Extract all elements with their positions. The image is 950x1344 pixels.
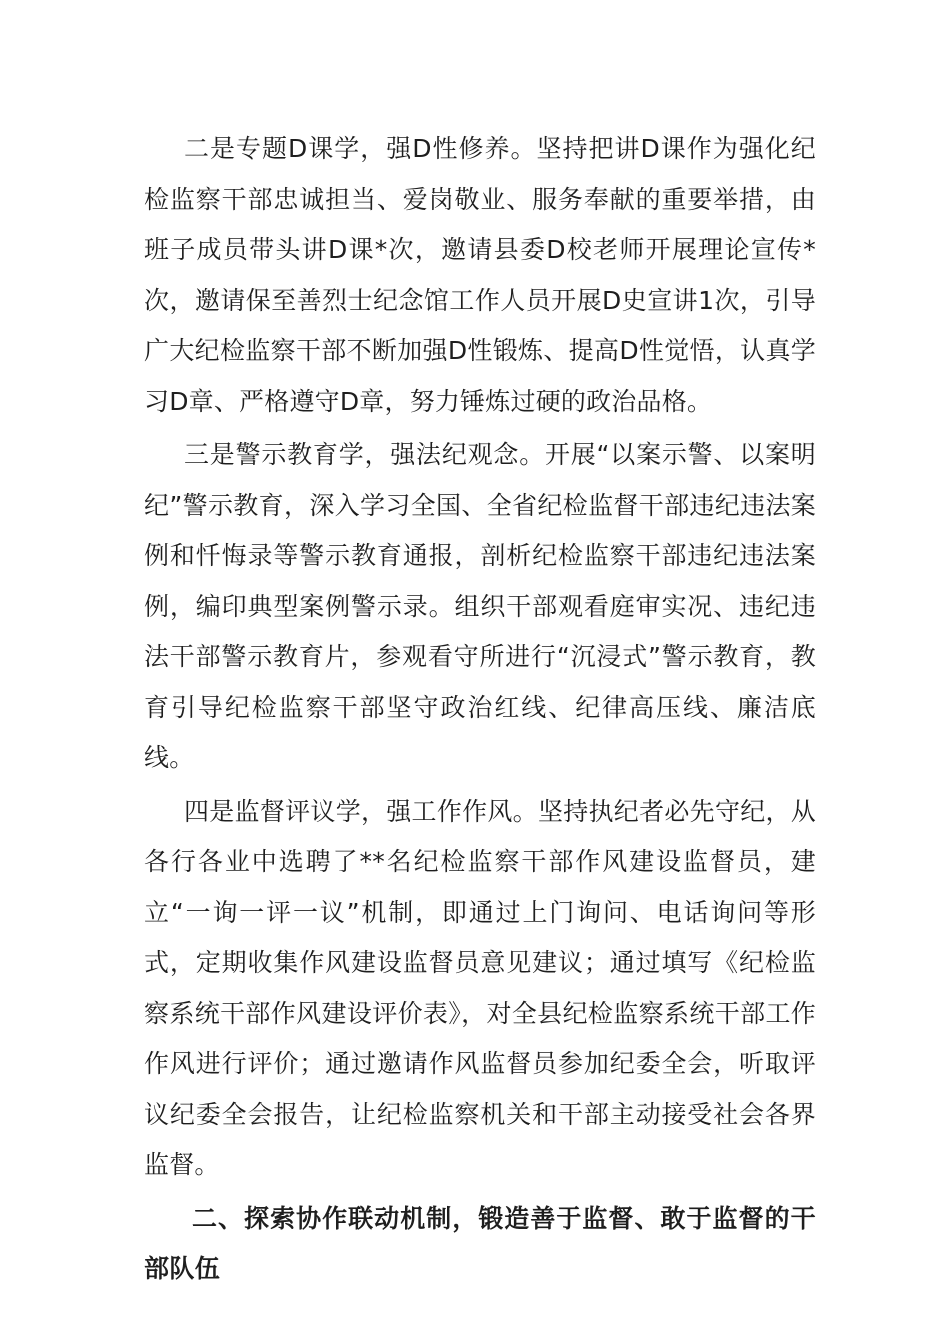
paragraph-supervision-review: 四是监督评议学，强工作作风。坚持执纪者必先守纪，从各行各业中选聘了**名纪检监察干部作风建设监督员，建立“一询一评一议”机制，即通过上门询问、电话询问等形式，定期收集作风建设监督员意见建议；通过填写《纪检监察系统干部作风建设评价表》，对全县纪检监察系统干部工作作风进行评价；通过邀请作风监督员参加纪委全会，听取评议纪委全会报告，让纪检监察机关和干部主动接受社会各界监督。 (144, 796, 816, 1179)
section-heading: 二、探索协作联动机制，锻造善于监督、敢于监督的干部队伍 (144, 1203, 816, 1283)
document-body (144, 124, 816, 1295)
paragraph-topic-party-class: 二是专题D课学，强D性修养。坚持把讲D课作为强化纪检监察干部忠诚担当、爱岗敬业、服务奉献的重要举措，由班子成员带头讲D课*次，邀请县委D校老师开展理论宣传*次，邀请保至善烈士纪念馆工作人员开展D史宣讲1次，引导广大纪检监察干部不断加强D性锻炼、提高D性觉悟，认真学习D章、严格遵守D章，努力锤炼过硬的政治品格。 (144, 134, 816, 416)
paragraph-warning-education: 三是警示教育学，强法纪观念。开展“以案示警、以案明纪”警示教育，深入学习全国、全省纪检监督干部违纪违法案例和忏悔录等警示教育通报，剖析纪检监察干部违纪违法案例，编印典型案例警示录。组织干部观看庭审实况、违纪违法干部警示教育片，参观看守所进行“沉浸式”警示教育，教育引导纪检监察干部坚守政治红线、纪律高压线、廉洁底线。 (144, 440, 816, 772)
